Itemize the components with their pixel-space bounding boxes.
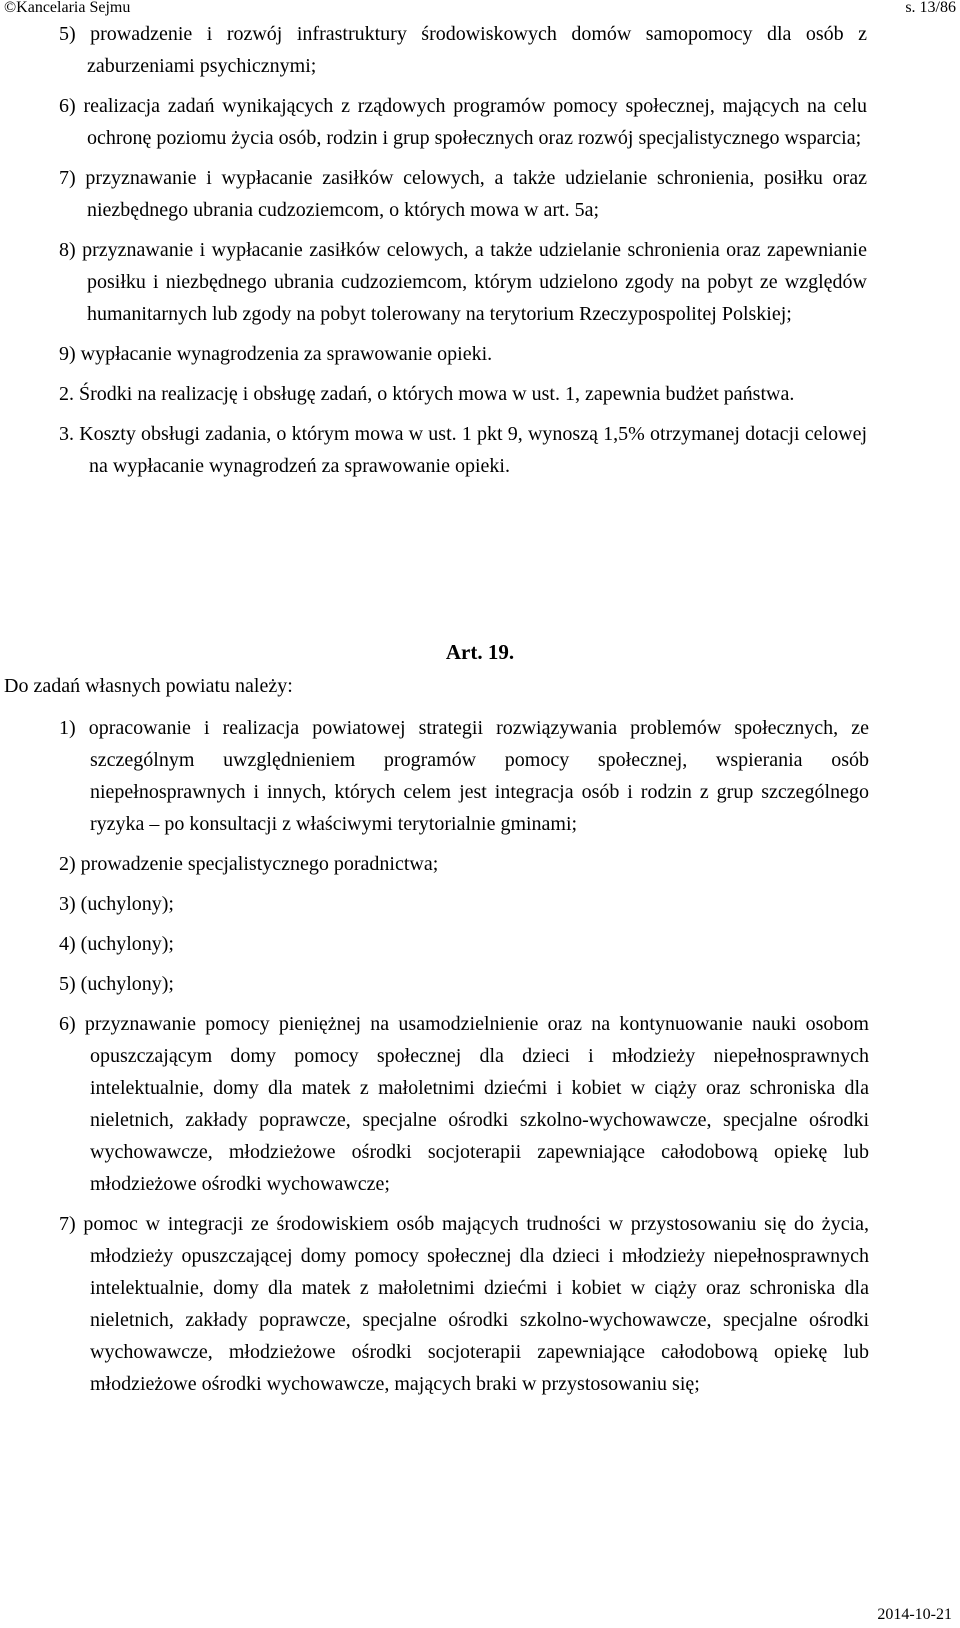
page-number: s. 13/86 — [905, 0, 956, 16]
article-intro: Do zadań własnych powiatu należy: — [4, 675, 293, 697]
list-item: 3) (uchylony); — [59, 893, 174, 915]
list-item: 6) przyznawanie pomocy pieniężnej na usamodzielnienie oraz na kontynuowanie nauki osobom opuszczającym domy pomocy społecznej dla dzieci i młodzieży niepełnosprawnych intelektualnie, domy dla matek z małoletnimi dziećmi i kobiet w ciąży oraz schroniska dla nieletnich, zakłady poprawcze, specjalne ośrodki szkolno-wychowawcze, specjalne ośrodki wychowawcze, młodzieżowe ośrodki socjoterapii zapewniające całodobową opiekę lub młodzieżowe ośrodki wychowawcze; — [59, 1013, 869, 1195]
list-item: 7) przyznawanie i wypłacanie zasiłków celowych, a także udzielanie schronienia, posiłku oraz niezbędnego ubrania cudzoziemcom, o których mowa w art. 5a; — [59, 167, 867, 221]
article-title: Art. 19. — [445, 640, 515, 664]
list-item: 1) opracowanie i realizacja powiatowej strategii rozwiązywania problemów społecznych, ze szczególnym uwzględnieniem programów pomocy społecznej, wspierania osób niepełnosprawnych i innych, których celem jest integracja osób i rodzin z grup szczególnego ryzyka – po konsultacji z właściwymi terytorialnie gminami; — [59, 717, 869, 835]
list-item: 8) przyznawanie i wypłacanie zasiłków celowych, a także udzielanie schronienia oraz zapewnianie posiłku i niezbędnego ubrania cudzoziemcom, którym udzielono zgody na pobyt ze względów humanitarnych lub zgody na pobyt tolerowany na terytorium Rzeczypospolitej Polskiej; — [59, 239, 867, 325]
list-item: 2) prowadzenie specjalistycznego poradnictwa; — [59, 853, 439, 875]
list-item: 7) pomoc w integracji ze środowiskiem osób mających trudności w przystosowaniu się do życia, młodzieży opuszczającej domy pomocy społecznej dla dzieci i młodzieży niepełnosprawnych intelektualnie, domy dla matek z małoletnimi dziećmi i kobiet w ciąży oraz schroniska dla nieletnich, zakłady poprawcze, specjalne ośrodki szkolno-wychowawcze, specjalne ośrodki wychowawcze, młodzieżowe ośrodki socjoterapii zapewniające całodobową opiekę lub młodzieżowe ośrodki wychowawcze, mających braki w przystosowaniu się; — [59, 1213, 869, 1395]
article-items-block — [59, 712, 869, 1400]
paragraph-3: 3. Koszty obsługi zadania, o którym mowa w ust. 1 pkt 9, wynoszą 1,5% otrzymanej dotacji celowej na wypłacanie wynagrodzeń za sprawowanie opieki. — [59, 423, 867, 477]
list-item: 5) prowadzenie i rozwój infrastruktury środowiskowych domów samopomocy dla osób z zaburzeniami psychicznymi; — [59, 23, 867, 77]
paragraph-2: 2. Środki na realizację i obsługę zadań, o których mowa w ust. 1, zapewnia budżet państwa. — [59, 383, 795, 405]
header-copyright: ©Kancelaria Sejmu — [4, 0, 131, 16]
list-item: 6) realizacja zadań wynikających z rządowych programów pomocy społecznej, mających na celu ochronę poziomu życia osób, rodzin i grup społecznych oraz rozwój specjalistycznego wsparcia; — [59, 95, 867, 149]
footer-date: 2014-10-21 — [877, 1606, 952, 1623]
list-item: 9) wypłacanie wynagrodzenia za sprawowanie opieki. — [59, 343, 493, 365]
list-item: 4) (uchylony); — [59, 933, 174, 955]
list-item: 5) (uchylony); — [59, 973, 174, 995]
continued-items-block — [59, 18, 867, 482]
